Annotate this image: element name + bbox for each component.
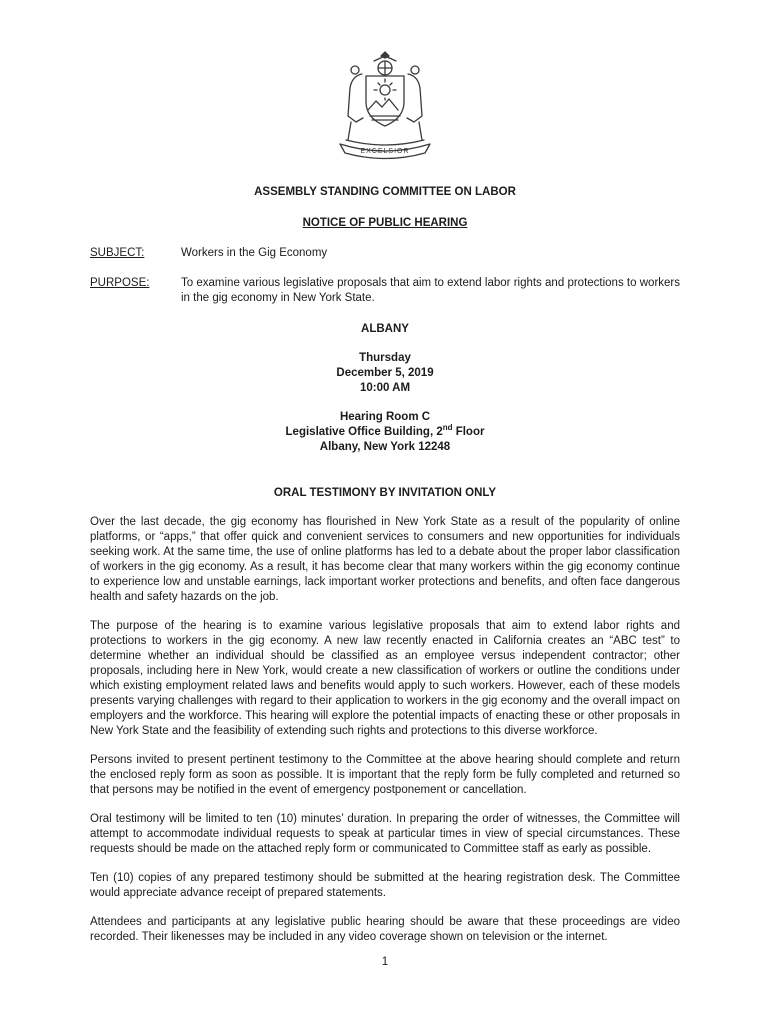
- purpose-row: [90, 276, 680, 306]
- paragraph-video-recording: Attendees and participants at any legislative public hearing should be aware that these proceedings are video recorded. Their likenesses may be included in any video coverage shown on television or the internet.: [90, 916, 680, 943]
- subject-value: Workers in the Gig Economy: [181, 247, 328, 259]
- hearing-building-text: Legislative Office Building, 2: [285, 426, 443, 438]
- hearing-date: December 5, 2019: [336, 367, 434, 379]
- paragraph-oral-testimony-limit: Oral testimony will be limited to ten (10) minutes’ duration. In preparing the order of witnesses, the Committee will attempt to accommodate individual requests to speak at particular times in view of special circumstances. These requests should be made on the attached reply form or communicated to Committee staff as early as possible.: [90, 813, 680, 855]
- hearing-building-floor: Floor: [452, 426, 485, 438]
- testimony-note: ORAL TESTIMONY BY INVITATION ONLY: [273, 487, 497, 499]
- subject-label: SUBJECT:: [90, 247, 145, 259]
- notice-title: NOTICE OF PUBLIC HEARING: [302, 217, 468, 229]
- paragraph-gig-economy-overview: Over the last decade, the gig economy has flourished in New York State as a result of the popularity of online platforms, or “apps,” that offer quick and convenient services to consumers and new opportunities for individuals seeking work. At the same time, the use of online platforms has led to a debate about the proper labor classification of workers in the gig economy. As a result, it has become clear that many workers within the gig economy continue to experience low and unstable earnings, lack important worker protections and benefits, and often face dangerous health and safety hazards on the job.: [90, 516, 680, 603]
- hearing-day: Thursday: [359, 352, 411, 364]
- seal-motto: EXCELSIOR: [360, 148, 410, 155]
- ny-state-seal-icon: [310, 48, 460, 166]
- hearing-address: Albany, New York 12248: [319, 441, 451, 453]
- hearing-room: Hearing Room C: [339, 411, 431, 423]
- hearing-time: 10:00 AM: [359, 382, 411, 394]
- hearing-datetime-block: [90, 351, 680, 396]
- hearing-building-ordinal: nd: [442, 423, 453, 433]
- hearing-venue-block: [90, 410, 680, 455]
- paragraph-hearing-purpose: The purpose of the hearing is to examine various legislative proposals that aim to extend labor rights and protections to workers in the gig economy. A new law recently enacted in California creates an “ABC test” to determine whether an individual should be classified as an employee versus independent contractor; other proposals, including here in New York, would create a new classification of workers or outline the conditions under which existing employment related laws and benefits would apply to such workers. However, each of these models presents varying challenges with regard to their application to workers in the gig economy and the overall impact on employers and the workforce. This hearing will explore the potential impacts of enacting these or other proposals in New York State and the feasibility of extending such rights and protections to this diverse workforce.: [90, 620, 680, 737]
- paragraph-reply-form: Persons invited to present pertinent testimony to the Committee at the above hearing should complete and return the enclosed reply form as soon as possible. It is important that the reply form be fully completed and returned so that persons may be notified in the event of emergency postponement or cancellation.: [90, 754, 680, 796]
- seal-container: [90, 48, 680, 171]
- committee-title: ASSEMBLY STANDING COMMITTEE ON LABOR: [254, 186, 516, 198]
- purpose-label: PURPOSE:: [90, 277, 150, 289]
- hearing-building: [90, 425, 680, 440]
- paragraph-testimony-copies: Ten (10) copies of any prepared testimony should be submitted at the hearing registration desk. The Committee would appreciate advance receipt of prepared statements.: [90, 872, 680, 899]
- hearing-city: ALBANY: [361, 323, 409, 335]
- subject-row: [90, 246, 680, 261]
- page-number: 1: [381, 956, 389, 968]
- body-copy: [90, 515, 680, 945]
- purpose-value: To examine various legislative proposals that aim to extend labor rights and protections to workers in the gig economy in New York State.: [181, 277, 680, 304]
